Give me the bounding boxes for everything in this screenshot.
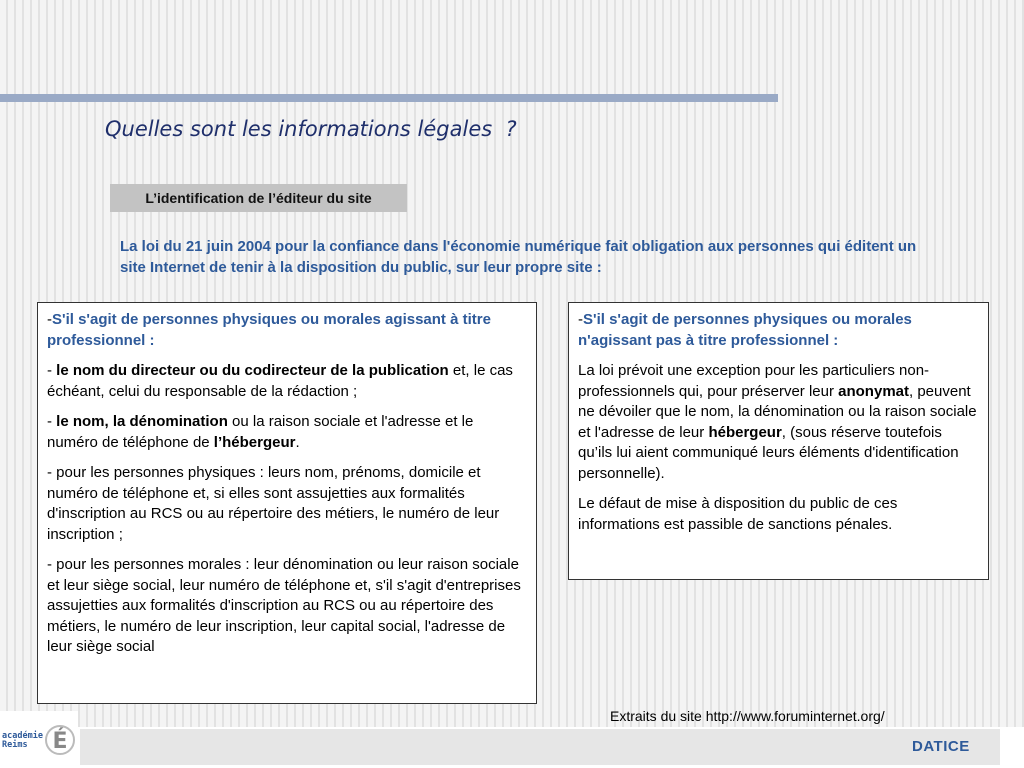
exception-paragraph bbox=[578, 361, 979, 484]
source-citation: Extraits du site http://www.foruminternet.org/ bbox=[610, 708, 885, 724]
logo-text bbox=[2, 732, 46, 750]
item-text: et, le cas échéant, celui du responsable de la rédaction ; bbox=[47, 362, 513, 400]
logo-line-2: Reims bbox=[2, 740, 28, 750]
item-dash: - bbox=[47, 362, 57, 379]
right-heading-text: S'il s'agit de personnes physiques ou morales n'agissant pas à titre professionnel : bbox=[578, 311, 912, 349]
list-item bbox=[47, 361, 527, 402]
academie-e-icon bbox=[44, 718, 76, 758]
left-heading-text: S'il s'agit de personnes physiques ou morales agissant à titre professionnel : bbox=[47, 311, 491, 349]
right-box-heading bbox=[578, 310, 979, 351]
list-item: - pour les personnes morales : leur dénomination ou leur raison sociale et leur siège social, leur numéro de téléphone et, s'il s'agit d'entreprises assujetties aux formalités d'inscription au RCS ou au répertoire des métiers, le numéro de leur inscription, leur capital social, l'adresse de leur siège social bbox=[47, 556, 521, 655]
right-heading-dash: - bbox=[578, 311, 583, 328]
section-label: L’identification de l’éditeur du site bbox=[110, 184, 407, 212]
left-box-heading bbox=[47, 310, 527, 351]
datice-brand: DATICE bbox=[912, 738, 970, 755]
left-heading-dash: - bbox=[47, 311, 52, 328]
logo-line-1: académie bbox=[2, 731, 43, 741]
item-text: ou la raison sociale et l'adresse et le numéro de téléphone de bbox=[47, 413, 474, 451]
slide-title: Quelles sont les informations légales ? bbox=[105, 117, 517, 141]
top-accent-bar bbox=[0, 94, 778, 102]
para-bold: hébergeur bbox=[708, 423, 782, 441]
professional-info-box bbox=[37, 302, 537, 704]
para-text: , (sous réserve toutefois qu’ils lui aient communiqué leurs éléments d'identification personnelle). bbox=[578, 423, 959, 482]
intro-text: La loi du 21 juin 2004 pour la confiance dans l'économie numérique fait obligation aux personnes qui éditent un site Internet de tenir à la disposition du public, sur leur propre site : bbox=[120, 238, 917, 276]
para-bold: anonymat bbox=[838, 382, 909, 400]
list-item: - pour les personnes physiques : leurs nom, prénoms, domicile et numéro de téléphone et, si elles sont assujetties aux formalités d'inscription au RCS ou au répertoire des métiers, le numéro de leur inscription ; bbox=[47, 464, 500, 543]
item-bold: le nom, la dénomination bbox=[56, 413, 228, 430]
logo-letter: É bbox=[52, 729, 68, 754]
item-bold: le nom du directeur ou du codirecteur de la publication bbox=[56, 362, 449, 379]
para-text: , peuvent ne dévoiler que le nom, la dénomination ou la raison sociale et l'adresse de leur bbox=[578, 382, 977, 441]
non-professional-info-box bbox=[568, 302, 989, 580]
para-text: La loi prévoit une exception pour les particuliers non-professionnels qui, pour préserver leur bbox=[578, 362, 930, 400]
item-bold: l’hébergeur bbox=[213, 433, 296, 451]
sanctions-paragraph: Le défaut de mise à disposition du public de ces informations est passible de sanctions pénales. bbox=[578, 495, 898, 533]
footer-strip bbox=[80, 729, 1000, 765]
item-dash: - bbox=[47, 413, 57, 430]
list-item bbox=[47, 412, 527, 453]
item-text: . bbox=[295, 433, 300, 451]
